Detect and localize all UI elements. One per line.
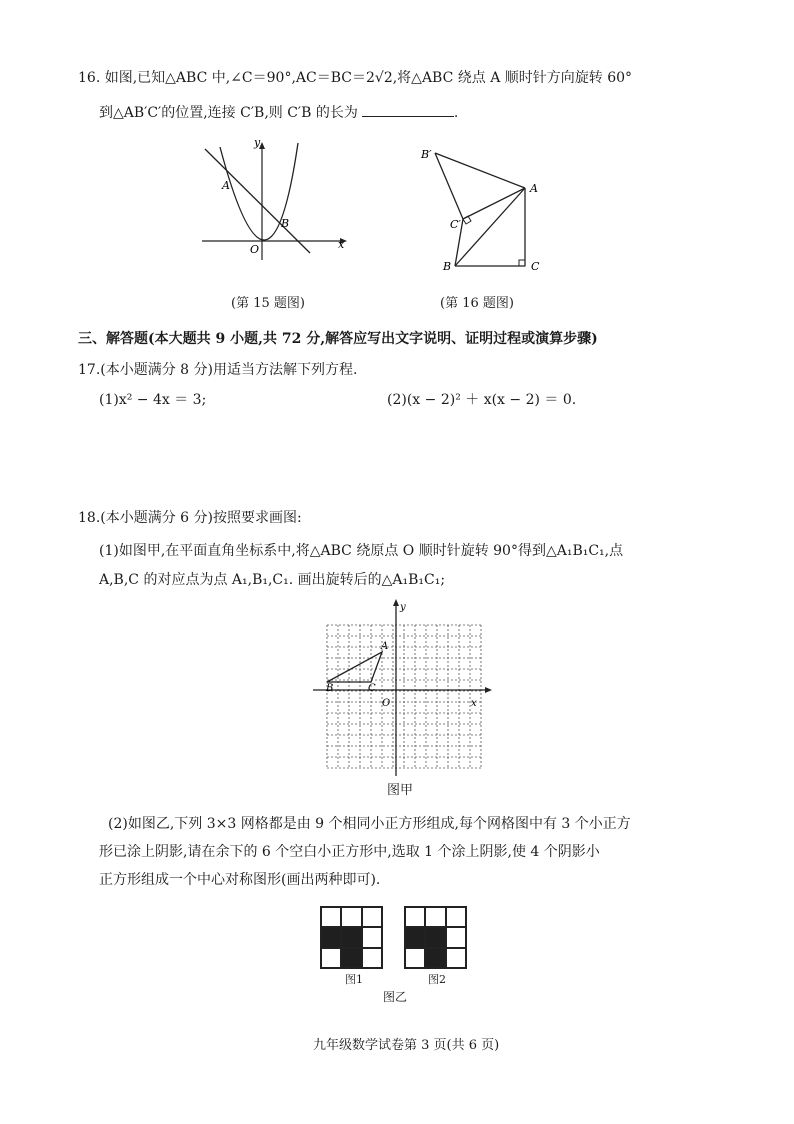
blank-cell[interactable] bbox=[362, 907, 382, 927]
q18-part1-line2: A,B,C 的对应点为点 A₁,B₁,C₁. 画出旋转后的△A₁B₁C₁; bbox=[99, 572, 446, 588]
shaded-cell bbox=[425, 927, 445, 947]
q17-part2: (2)(x − 2)² ＋ x(x − 2) ＝ 0. bbox=[387, 392, 577, 408]
q18-stem: 18.(本小题满分 6 分)按照要求画图: bbox=[78, 510, 302, 526]
q18-part2-line2: 形已涂上阴影,请在余下的 6 个空白小正方形中,选取 1 个涂上阴影,使 4 个阴影小 bbox=[99, 844, 600, 860]
blank-cell[interactable] bbox=[446, 948, 466, 968]
q16-line2 bbox=[99, 102, 458, 123]
fig15-label-a: A bbox=[222, 179, 230, 192]
page-footer: 九年级数学试卷第 3 页(共 6 页) bbox=[313, 1038, 500, 1053]
q18-part2-line3: 正方形组成一个中心对称图形(画出两种即可). bbox=[99, 872, 381, 888]
fig-jia-y-arrow bbox=[393, 599, 399, 606]
shaded-cell bbox=[425, 948, 445, 968]
fig-yi-label-1: 图1 bbox=[345, 973, 363, 986]
fig16-right-angle-c bbox=[519, 260, 525, 266]
fig-yi-caption: 图乙 bbox=[383, 990, 408, 1004]
shaded-cell bbox=[405, 927, 425, 947]
blank-cell[interactable] bbox=[321, 907, 341, 927]
q16-line2-text: 到△AB′C′的位置,连接 C′B,则 C′B 的长为 bbox=[99, 105, 358, 121]
blank-cell[interactable] bbox=[405, 948, 425, 968]
fig-jia-x-arrow bbox=[485, 687, 492, 693]
fig15-label-x: x bbox=[338, 238, 345, 251]
q16-line1: 16. 如图,已知△ABC 中,∠C＝90°,AC＝BC＝2√2,将△ABC 绕点 A 顺时针方向旋转 60° bbox=[78, 70, 633, 86]
q17-stem: 17.(本小题满分 8 分)用适当方法解下列方程. bbox=[78, 362, 358, 378]
fig-jia-label-x: x bbox=[471, 698, 477, 709]
fig-jia-label-c: C bbox=[368, 683, 376, 694]
blank-cell[interactable] bbox=[362, 927, 382, 947]
answer-blank[interactable] bbox=[362, 102, 454, 117]
fig-jia-label-y: y bbox=[400, 602, 406, 613]
fig16-label-bprime: B′ bbox=[421, 148, 432, 161]
shaded-cell bbox=[341, 948, 361, 968]
section3-heading: 三、解答题(本大题共 9 小题,共 72 分,解答应写出文字说明、证明过程或演算步骤) bbox=[78, 331, 598, 347]
fig16-seg-ab bbox=[455, 188, 525, 266]
fig16-label-a: A bbox=[530, 182, 538, 195]
q18-part2-line1: (2)如图乙,下列 3×3 网格都是由 9 个相同小正方形组成,每个网格图中有 3 个小正方 bbox=[108, 816, 631, 832]
blank-cell[interactable] bbox=[446, 927, 466, 947]
fig16-seg-cpa bbox=[463, 188, 525, 219]
blank-cell[interactable] bbox=[321, 948, 341, 968]
q17-part1: (1)x² − 4x ＝ 3; bbox=[99, 392, 207, 408]
fig-jia-label-b: B bbox=[326, 683, 334, 694]
fig16-caption: (第 16 题图) bbox=[440, 296, 514, 311]
q16-line2-end: . bbox=[453, 105, 459, 121]
fig16-seg-bpa bbox=[435, 153, 525, 188]
fig-jia-label-a: A bbox=[381, 641, 389, 652]
blank-cell[interactable] bbox=[405, 907, 425, 927]
blank-cell[interactable] bbox=[362, 948, 382, 968]
blank-cell[interactable] bbox=[446, 907, 466, 927]
fig15-label-o: O bbox=[250, 243, 260, 256]
shaded-cell bbox=[341, 927, 361, 947]
fig-jia-label-o: O bbox=[382, 698, 391, 709]
fig16-label-b: B bbox=[443, 260, 452, 273]
fig-jia-grid bbox=[305, 598, 495, 778]
fig-yi-label-2: 图2 bbox=[428, 973, 446, 986]
fig-jia-triangle-abc bbox=[327, 652, 382, 682]
fig-jia-caption: 图甲 bbox=[387, 783, 414, 798]
fig15-label-y: y bbox=[254, 136, 261, 149]
fig-yi-figure-1 bbox=[320, 906, 383, 969]
shaded-cell bbox=[321, 927, 341, 947]
fig-jia-gridlines bbox=[327, 625, 481, 768]
fig15-graph bbox=[190, 135, 350, 265]
blank-cell[interactable] bbox=[341, 907, 361, 927]
fig-yi-figure-2 bbox=[404, 906, 467, 969]
fig15-label-b: B bbox=[281, 217, 290, 230]
fig15-caption: (第 15 题图) bbox=[231, 296, 305, 311]
fig16-diagram bbox=[415, 140, 565, 275]
q18-part1-line1: (1)如图甲,在平面直角坐标系中,将△ABC 绕原点 O 顺时针旋转 90°得到△A₁B₁C₁,点 bbox=[99, 543, 624, 559]
fig16-label-cprime: C′ bbox=[450, 218, 461, 231]
fig16-label-c: C bbox=[531, 260, 540, 273]
blank-cell[interactable] bbox=[425, 907, 445, 927]
